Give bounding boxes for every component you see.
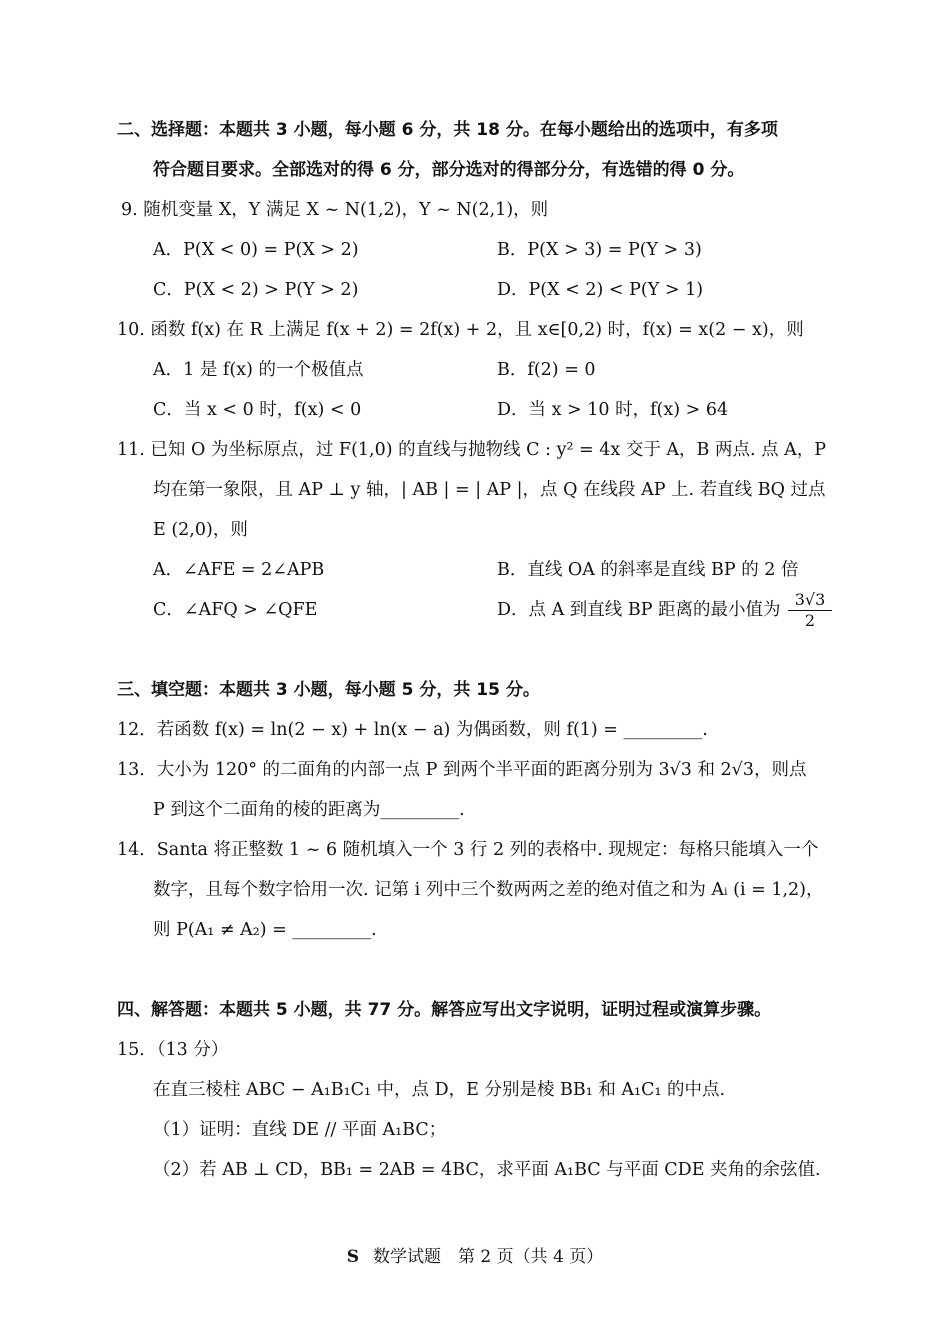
question-9-option-a: A．P(X < 0) = P(X > 2): [153, 240, 359, 260]
question-11-option-c: C．∠AFQ > ∠QFE: [153, 600, 318, 620]
question-11-stem-line1: 11. 已知 O 为坐标原点，过 F(1,0) 的直线与抛物线 C : y² = 4x 交于 A，B 两点. 点 A，P: [117, 440, 827, 460]
question-13-line2: P 到这个二面角的棱的距离为_________.: [153, 800, 465, 820]
question-9-option-c: C．P(X < 2) > P(Y > 2): [153, 280, 359, 300]
question-9-stem: 9. 随机变量 X，Y 满足 X ~ N(1,2)，Y ~ N(2,1)，则: [121, 200, 549, 220]
question-10-option-a: A．1 是 f(x) 的一个极值点: [153, 360, 364, 380]
question-10-option-c: C．当 x < 0 时，f(x) < 0: [153, 400, 362, 420]
question-14-line1: 14．Santa 将正整数 1 ~ 6 随机填入一个 3 行 2 列的表格中. 现规定：每格只能填入一个: [117, 840, 819, 860]
section-3-heading: 三、填空题：本题共 3 小题，每小题 5 分，共 15 分。: [117, 680, 540, 700]
question-15-part-2: （2）若 AB ⊥ CD，BB₁ = 2AB = 4BC，求平面 A₁BC 与平面 CDE 夹角的余弦值.: [153, 1160, 821, 1180]
question-10-option-b: B．f(2) = 0: [497, 360, 596, 380]
question-15-header: 15．（13 分）: [117, 1040, 229, 1060]
question-10-option-d: D．当 x > 10 时，f(x) > 64: [497, 400, 729, 420]
question-14-line3: 则 P(A₁ ≠ A₂) = _________.: [153, 920, 377, 940]
question-9-option-b: B．P(X > 3) = P(Y > 3): [497, 240, 702, 260]
question-11-option-a: A．∠AFE = 2∠APB: [153, 560, 325, 580]
question-10-stem: 10. 函数 f(x) 在 R 上满足 f(x + 2) = 2f(x) + 2，且 x∈[0,2) 时，f(x) = x(2 − x)，则: [117, 320, 804, 340]
question-11-stem-line3: E (2,0)，则: [153, 520, 248, 540]
page-footer: [0, 1242, 950, 1267]
question-11-option-d-fraction: [788, 590, 832, 631]
section-2-heading-line1: 二、选择题：本题共 3 小题，每小题 6 分，共 18 分。在每小题给出的选项中，有多项: [117, 120, 778, 140]
question-15-part-1: （1）证明：直线 DE // 平面 A₁BC；: [153, 1120, 447, 1140]
question-9-option-d: D．P(X < 2) < P(Y > 1): [497, 280, 704, 300]
footer-label: S: [346, 1247, 360, 1267]
fraction-numerator: 3√3: [788, 590, 832, 611]
question-14-line2: 数字，且每个数字恰用一次. 记第 i 列中三个数两两之差的绝对值之和为 Aᵢ (i = 1,2)，: [153, 880, 824, 900]
fraction-denominator: 2: [804, 611, 816, 630]
question-11-option-d: D．点 A 到直线 BP 距离的最小值为: [497, 600, 781, 620]
footer-page-info: 数学试题 第 2 页（共 4 页）: [373, 1247, 604, 1267]
question-11-stem-line2: 均在第一象限，且 AP ⊥ y 轴，| AB | = | AP |，点 Q 在线段 AP 上. 若直线 BQ 过点: [153, 480, 826, 500]
section-2-heading-line2: 符合题目要求。全部选对的得 6 分，部分选对的得部分分，有选错的得 0 分。: [153, 160, 745, 180]
section-4-heading: 四、解答题：本题共 5 小题，共 77 分。解答应写出文字说明，证明过程或演算步骤。: [117, 1000, 772, 1020]
question-15-stem: 在直三棱柱 ABC − A₁B₁C₁ 中，点 D，E 分别是棱 BB₁ 和 A₁C₁ 的中点.: [153, 1080, 726, 1100]
question-13-line1: 13．大小为 120° 的二面角的内部一点 P 到两个半平面的距离分别为 3√3 和 2√3，则点: [117, 760, 807, 780]
question-11-option-b: B．直线 OA 的斜率是直线 BP 的 2 倍: [497, 560, 799, 580]
question-12: 12．若函数 f(x) = ln(2 − x) + ln(x − a) 为偶函数，则 f(1) = _________.: [117, 720, 708, 740]
